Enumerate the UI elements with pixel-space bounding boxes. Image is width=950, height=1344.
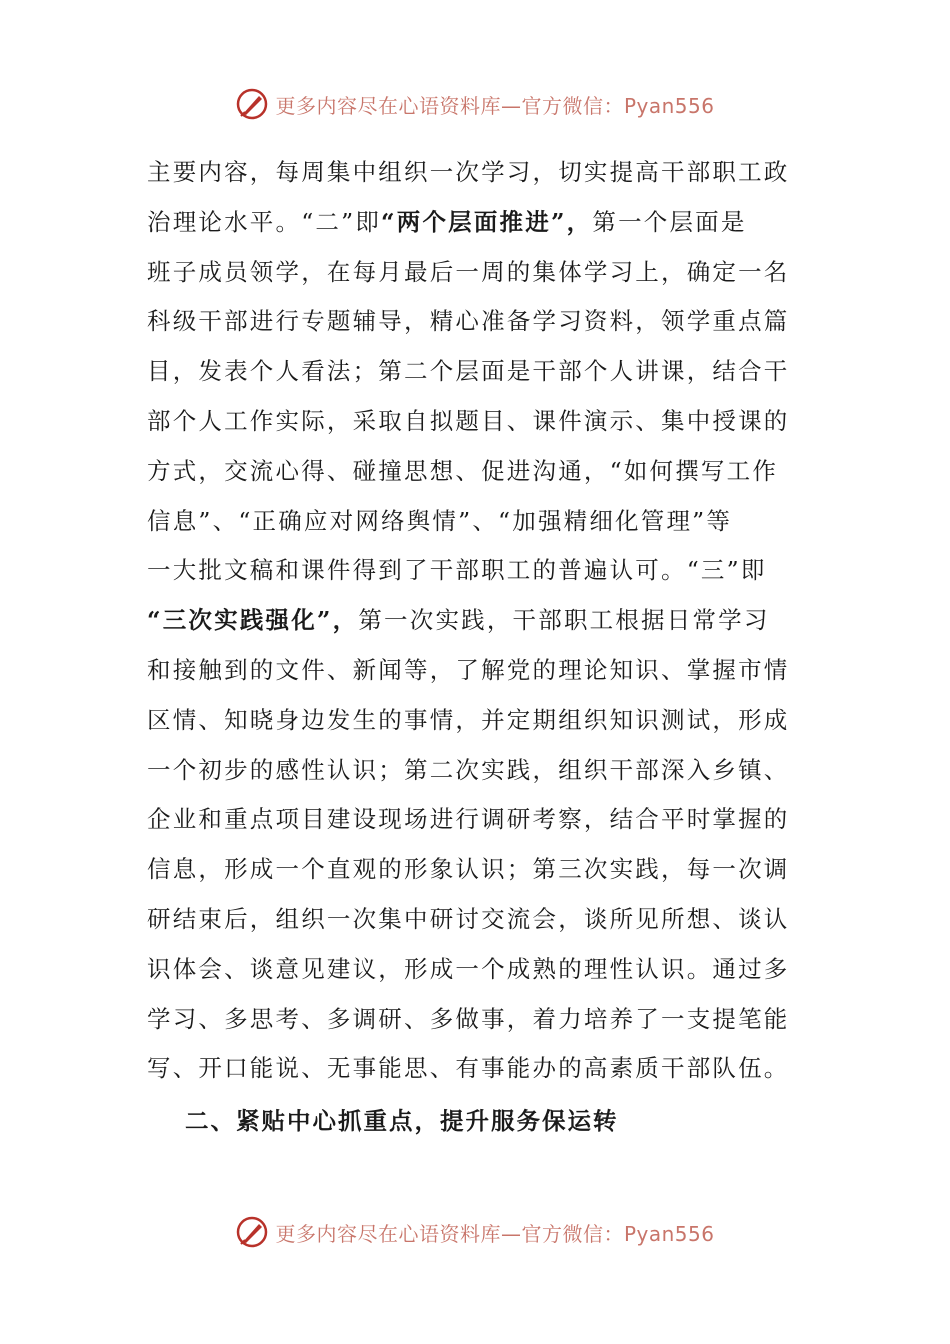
text-run: 信息，形成一个直观的形象认识；第三次实践，每一次调: [147, 855, 790, 884]
text-line: [147, 397, 807, 447]
bold-phrase: “两个层面推进”，: [381, 207, 593, 236]
text-line: [147, 596, 807, 646]
section-heading: 二、紧贴中心抓重点，提升服务保运转: [185, 1107, 619, 1135]
text-run: 科级干部进行专题辅导，精心准备学习资料，领学重点篇: [147, 307, 790, 336]
text-line: [147, 198, 807, 248]
text-line: [147, 795, 807, 845]
text-line: [147, 646, 807, 696]
text-run: 一大批文稿和课件得到了干部职工的普遍认可。“三”即: [147, 556, 767, 585]
text-line: [147, 995, 807, 1045]
text-line: [147, 746, 807, 796]
text-line: [147, 248, 807, 298]
banner-text: 更多内容尽在心语资料库—官方微信：Pyan556: [275, 1221, 715, 1246]
body-paragraph: [147, 148, 807, 1094]
footer-banner: [0, 1212, 950, 1252]
text-line: [147, 1044, 807, 1094]
quill-logo-icon: [235, 87, 269, 121]
text-run: 第一次实践，干部职工根据日常学习: [358, 606, 770, 635]
text-run: 研结束后，组织一次集中研讨交流会，谈所见所想、谈认: [147, 904, 790, 933]
banner-text: 更多内容尽在心语资料库—官方微信：Pyan556: [275, 93, 715, 118]
text-run: 学习、多思考、多调研、多做事，着力培养了一支提笔能: [147, 1004, 790, 1033]
text-run: 区情、知晓身边发生的事情，并定期组织知识测试，形成: [147, 705, 790, 734]
text-line: [147, 696, 807, 746]
text-line: [147, 895, 807, 945]
text-run: 主要内容，每周集中组织一次学习，切实提高干部职工政: [147, 158, 790, 186]
text-run: 方式，交流心得、碰撞思想、促进沟通，“如何撰写工作: [147, 456, 779, 485]
text-run: 企业和重点项目建设现场进行调研考察，结合平时掌握的: [147, 805, 790, 834]
quill-logo-icon: [235, 1215, 269, 1249]
text-run: 一个初步的感性认识；第二次实践，组织干部深入乡镇、: [147, 755, 790, 784]
text-line: [147, 297, 807, 347]
text-line: [147, 148, 807, 198]
text-run: 班子成员领学，在每月最后一周的集体学习上，确定一名: [147, 257, 790, 286]
text-run: 识体会、谈意见建议，形成一个成熟的理性认识。通过多: [147, 954, 790, 983]
text-run: 目，发表个人看法；第二个层面是干部个人讲课，结合干: [147, 357, 790, 386]
text-line: [147, 546, 807, 596]
text-line: [147, 845, 807, 895]
text-run: 和接触到的文件、新闻等，了解党的理论知识、掌握市情: [147, 655, 790, 684]
bold-phrase: “三次实践强化”，: [147, 606, 359, 635]
text-line: [147, 497, 807, 547]
header-banner: [0, 84, 950, 124]
text-run: 第一个层面是: [592, 207, 747, 236]
text-run: 写、开口能说、无事能思、有事能办的高素质干部队伍。: [147, 1054, 790, 1083]
text-line: [147, 447, 807, 497]
text-run: 治理论水平。“二”即: [147, 207, 382, 236]
text-run: 部个人工作实际，采取自拟题目、课件演示、集中授课的: [147, 406, 790, 435]
text-run: 信息”、“正确应对网络舆情”、“加强精细化管理”等: [147, 506, 733, 535]
text-line: [147, 945, 807, 995]
text-line: [147, 347, 807, 397]
